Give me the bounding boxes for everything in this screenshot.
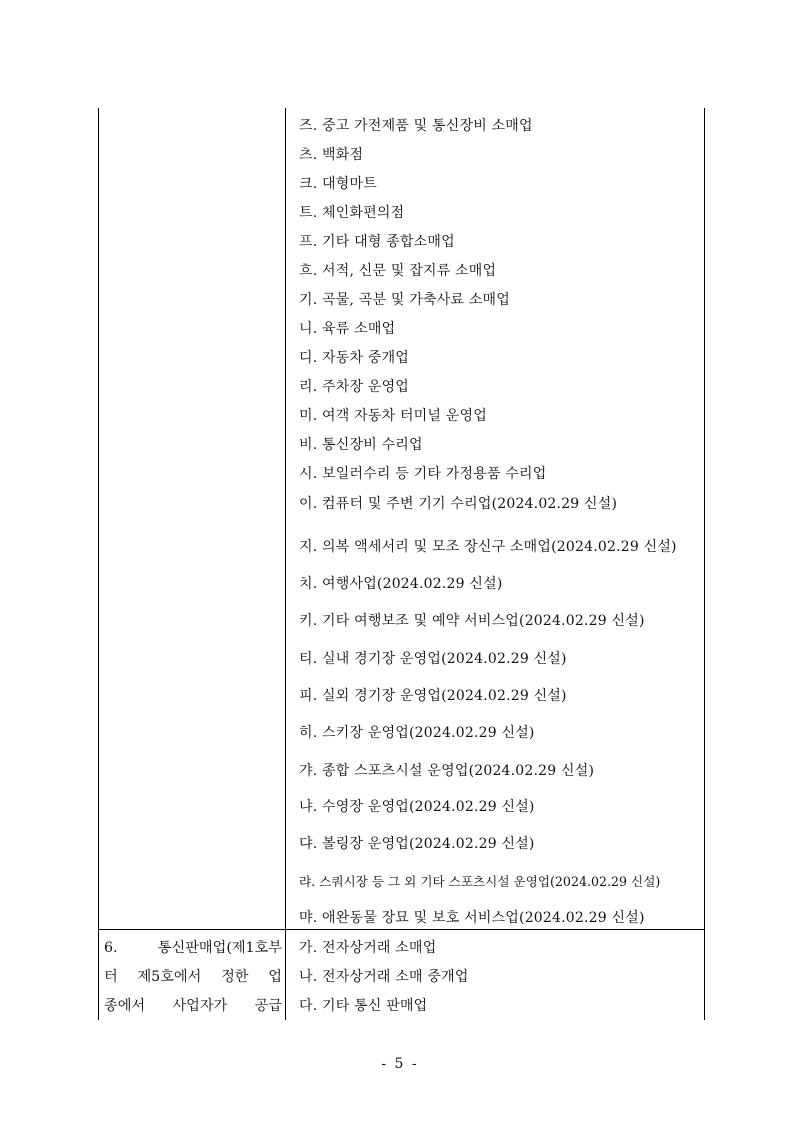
section6-heading-line: 6. 통신판매업(제1호부	[104, 940, 282, 956]
section6-heading-line: 터 제5호에서 정한 업	[104, 969, 282, 985]
section6-item: 가. 전자상거래 소매업	[299, 940, 437, 956]
section6-item: 나. 전자상거래 소매 중개업	[299, 969, 469, 985]
page-number: - 5 -	[381, 1056, 419, 1072]
list-item: 시. 보일러수리 등 기타 가정용품 수리업	[299, 466, 547, 482]
section6-item: 다. 기타 통신 판매업	[299, 998, 428, 1014]
list-item: 즈. 중고 가전제품 및 통신장비 소매업	[299, 118, 533, 134]
table-right-border	[704, 108, 705, 1020]
list-item: 비. 통신장비 수리업	[299, 437, 423, 453]
list-item: 이. 컴퓨터 및 주변 기기 수리업(2024.02.29 신설)	[299, 496, 618, 512]
list-item: 피. 실외 경기장 운영업(2024.02.29 신설)	[299, 688, 567, 704]
list-item: 먀. 애완동물 장묘 및 보호 서비스업(2024.02.29 신설)	[299, 910, 645, 926]
list-item: 댜. 볼링장 운영업(2024.02.29 신설)	[299, 836, 535, 852]
list-item: 냐. 수영장 운영업(2024.02.29 신설)	[299, 799, 535, 815]
list-item: 니. 육류 소매업	[299, 321, 396, 337]
list-item: 크. 대형마트	[299, 176, 377, 192]
list-item: 갸. 종합 스포츠시설 운영업(2024.02.29 신설)	[299, 763, 595, 779]
list-item: 흐. 서적, 신문 및 잡지류 소매업	[299, 263, 497, 279]
row-separator	[98, 929, 705, 930]
list-item: 지. 의복 액세서리 및 모조 장신구 소매업(2024.02.29 신설)	[299, 539, 677, 555]
list-item: 기. 곡물, 곡분 및 가축사료 소매업	[299, 292, 510, 308]
industry-table	[98, 108, 705, 1020]
list-item: 리. 주차장 운영업	[299, 379, 410, 395]
list-item: 티. 실내 경기장 운영업(2024.02.29 신설)	[299, 651, 567, 667]
table-column-divider	[285, 108, 286, 1020]
section6-heading-line: 종에서 사업자가 공급	[104, 998, 282, 1014]
list-item: 키. 기타 여행보조 및 예약 서비스업(2024.02.29 신설)	[299, 613, 645, 629]
list-item: 디. 자동차 중개업	[299, 350, 410, 366]
list-item: 트. 체인화편의점	[299, 205, 405, 221]
list-item: 프. 기타 대형 종합소매업	[299, 234, 455, 250]
table-left-border	[98, 108, 99, 1020]
list-item: 츠. 백화점	[299, 147, 364, 163]
list-item: 미. 여객 자동차 터미널 운영업	[299, 408, 487, 424]
list-item: 랴. 스쿼시장 등 그 외 기타 스포츠시설 운영업(2024.02.29 신설)	[299, 874, 661, 889]
list-item: 치. 여행사업(2024.02.29 신설)	[299, 576, 503, 592]
list-item: 히. 스키장 운영업(2024.02.29 신설)	[299, 725, 535, 741]
